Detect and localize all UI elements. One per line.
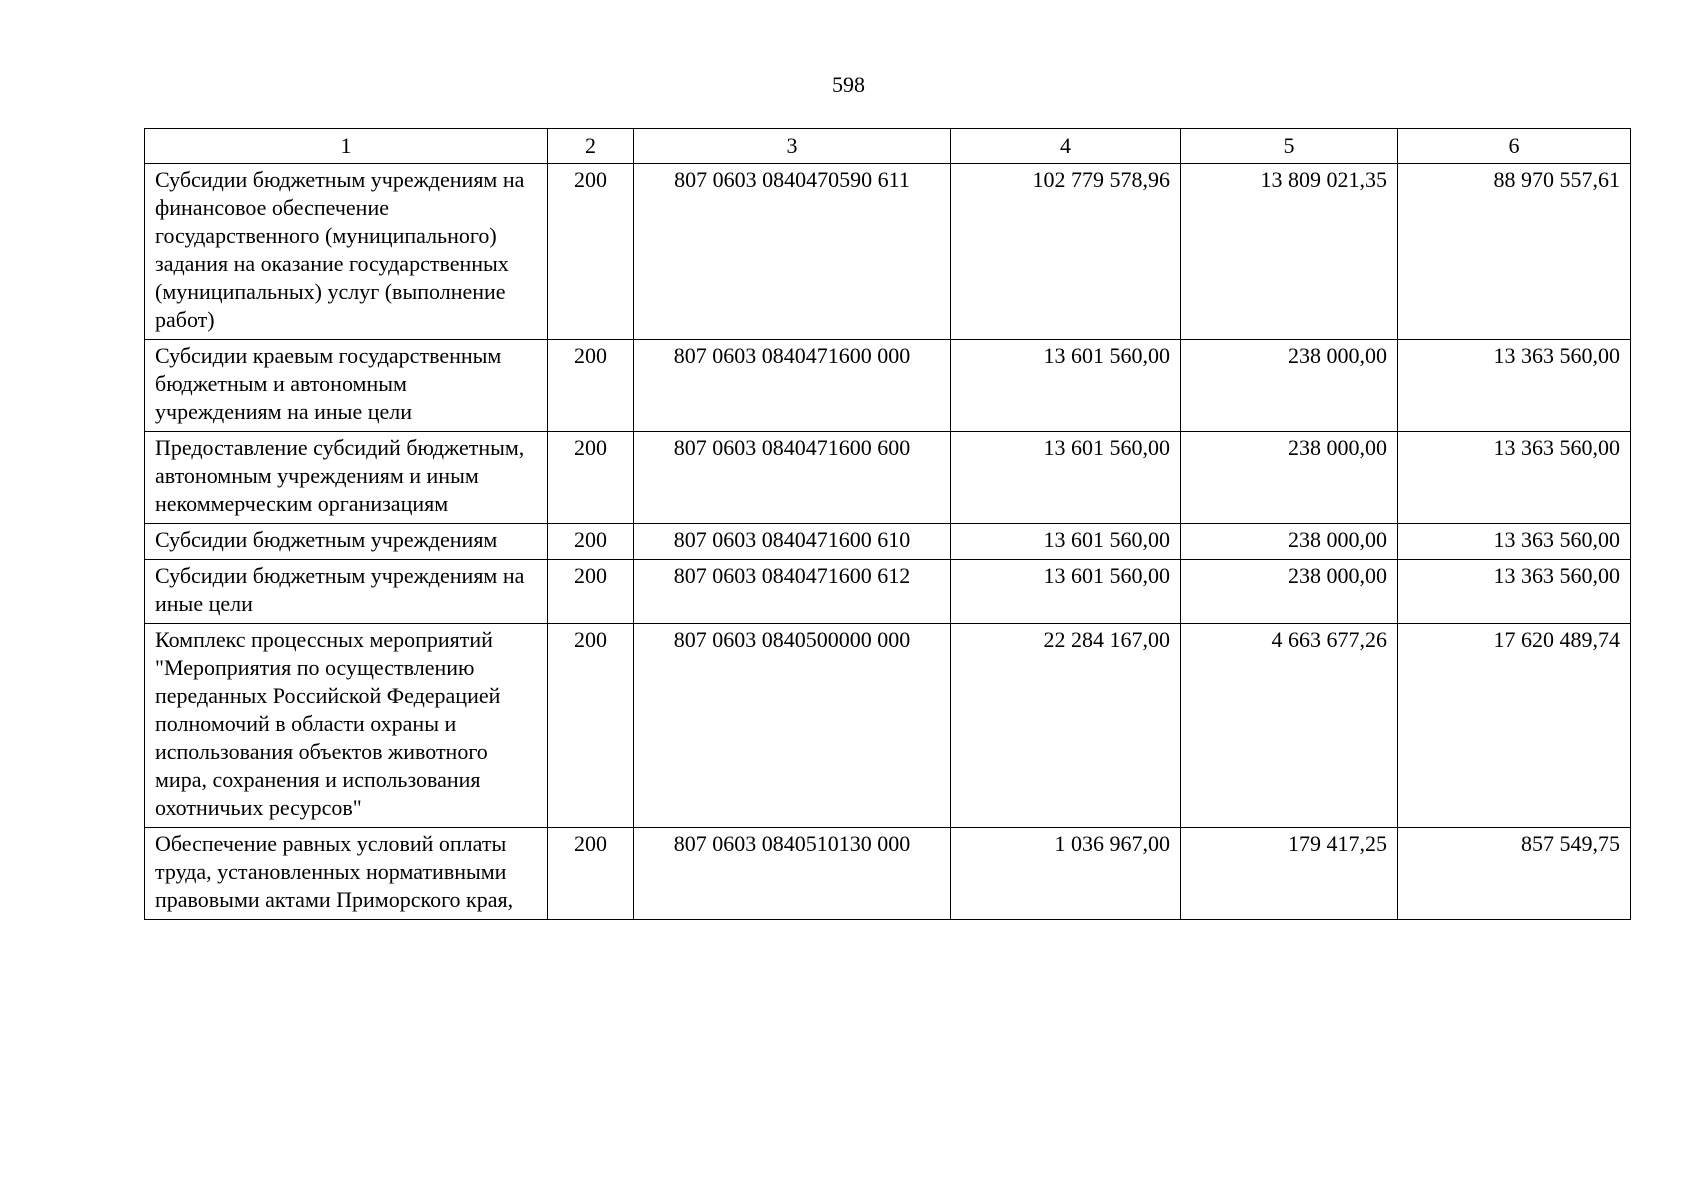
row-executed: 238 000,00 (1181, 560, 1398, 624)
row-executed: 238 000,00 (1181, 524, 1398, 560)
page-number: 598 (832, 72, 865, 97)
table-row (145, 560, 1631, 624)
row-budget-code: 807 0603 0840470590 611 (634, 164, 951, 340)
row-approved: 13 601 560,00 (951, 432, 1181, 524)
table-row (145, 340, 1631, 432)
row-line-code: 200 (548, 828, 634, 920)
row-budget-code: 807 0603 0840510130 000 (634, 828, 951, 920)
row-budget-code: 807 0603 0840471600 000 (634, 340, 951, 432)
row-unexecuted: 13 363 560,00 (1398, 432, 1631, 524)
row-approved: 22 284 167,00 (951, 624, 1181, 828)
table-row (145, 432, 1631, 524)
row-name: Обеспечение равных условий оплаты труда, установленных нормативными правовыми актами Приморского края, (145, 828, 548, 920)
row-approved: 13 601 560,00 (951, 560, 1181, 624)
table-row (145, 524, 1631, 560)
row-budget-code: 807 0603 0840500000 000 (634, 624, 951, 828)
header-row (145, 129, 1631, 164)
table-header (145, 129, 1631, 164)
column-header-2: 2 (548, 129, 634, 164)
column-header-1: 1 (145, 129, 548, 164)
row-line-code: 200 (548, 432, 634, 524)
row-name: Субсидии бюджетным учреждениям на финансовое обеспечение государственного (муниципального) задания на оказание государственных (муниципальных) услуг (выполнение работ) (145, 164, 548, 340)
row-line-code: 200 (548, 524, 634, 560)
table-row (145, 164, 1631, 340)
row-executed: 4 663 677,26 (1181, 624, 1398, 828)
column-header-3: 3 (634, 129, 951, 164)
table-body (145, 164, 1631, 920)
row-executed: 238 000,00 (1181, 432, 1398, 524)
row-unexecuted: 857 549,75 (1398, 828, 1631, 920)
row-name: Субсидии бюджетным учреждениям (145, 524, 548, 560)
row-name: Субсидии бюджетным учреждениям на иные цели (145, 560, 548, 624)
row-unexecuted: 13 363 560,00 (1398, 560, 1631, 624)
row-unexecuted: 17 620 489,74 (1398, 624, 1631, 828)
row-approved: 13 601 560,00 (951, 340, 1181, 432)
column-header-5: 5 (1181, 129, 1398, 164)
row-name: Предоставление субсидий бюджетным, автономным учреждениям и иным некоммерческим организациям (145, 432, 548, 524)
row-approved: 13 601 560,00 (951, 524, 1181, 560)
row-line-code: 200 (548, 560, 634, 624)
row-approved: 1 036 967,00 (951, 828, 1181, 920)
column-header-4: 4 (951, 129, 1181, 164)
row-budget-code: 807 0603 0840471600 600 (634, 432, 951, 524)
budget-execution-table (144, 128, 1631, 920)
row-unexecuted: 88 970 557,61 (1398, 164, 1631, 340)
table-row (145, 624, 1631, 828)
row-executed: 238 000,00 (1181, 340, 1398, 432)
row-line-code: 200 (548, 340, 634, 432)
row-executed: 179 417,25 (1181, 828, 1398, 920)
row-executed: 13 809 021,35 (1181, 164, 1398, 340)
row-name: Комплекс процессных мероприятий "Мероприятия по осуществлению переданных Российской Федерацией полномочий в области охраны и использования объектов животного мира, сохранения и использования охотничьих ресурсов" (145, 624, 548, 828)
row-budget-code: 807 0603 0840471600 610 (634, 524, 951, 560)
row-unexecuted: 13 363 560,00 (1398, 340, 1631, 432)
row-name: Субсидии краевым государственным бюджетным и автономным учреждениям на иные цели (145, 340, 548, 432)
row-line-code: 200 (548, 164, 634, 340)
row-unexecuted: 13 363 560,00 (1398, 524, 1631, 560)
row-budget-code: 807 0603 0840471600 612 (634, 560, 951, 624)
row-line-code: 200 (548, 624, 634, 828)
table-row (145, 828, 1631, 920)
column-header-6: 6 (1398, 129, 1631, 164)
row-approved: 102 779 578,96 (951, 164, 1181, 340)
